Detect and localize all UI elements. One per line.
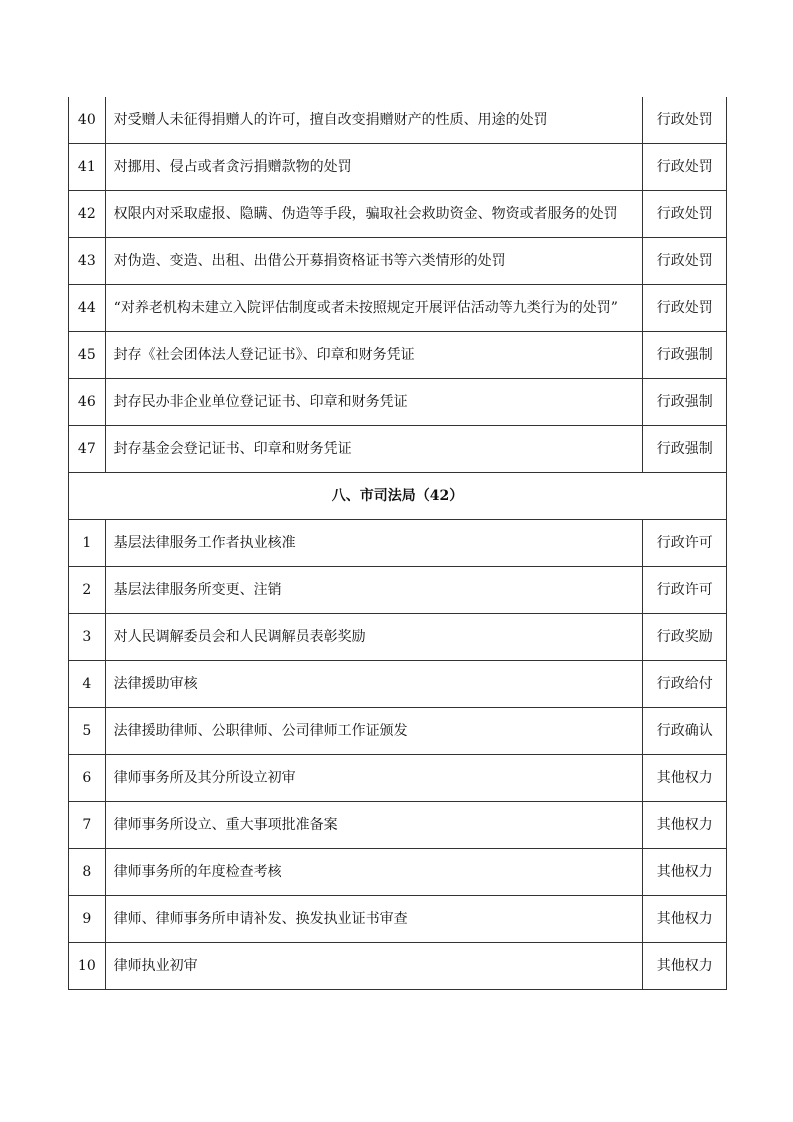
table-row	[69, 614, 727, 661]
row-item: 律师事务所设立、重大事项批准备案	[105, 802, 643, 849]
row-item: 对挪用、侵占或者贪污捐赠款物的处罚	[105, 144, 643, 191]
table-row	[69, 708, 727, 755]
row-number: 10	[69, 943, 106, 990]
row-type: 行政处罚	[643, 191, 727, 238]
table-row	[69, 191, 727, 238]
table-row	[69, 849, 727, 896]
row-number: 6	[69, 755, 106, 802]
row-type: 行政奖励	[643, 614, 727, 661]
row-item: 基层法律服务工作者执业核准	[105, 520, 643, 567]
row-number: 45	[69, 332, 106, 379]
table-row	[69, 238, 727, 285]
table-row	[69, 802, 727, 849]
row-type: 其他权力	[643, 943, 727, 990]
row-number: 4	[69, 661, 106, 708]
row-number: 43	[69, 238, 106, 285]
row-type: 行政强制	[643, 379, 727, 426]
row-item: 律师事务所及其分所设立初审	[105, 755, 643, 802]
row-number: 7	[69, 802, 106, 849]
row-number: 9	[69, 896, 106, 943]
row-number: 1	[69, 520, 106, 567]
row-type: 行政处罚	[643, 238, 727, 285]
row-type: 行政许可	[643, 520, 727, 567]
row-type: 行政处罚	[643, 285, 727, 332]
table-row	[69, 97, 727, 144]
row-item: 法律援助律师、公职律师、公司律师工作证颁发	[105, 708, 643, 755]
row-type: 行政给付	[643, 661, 727, 708]
row-number: 41	[69, 144, 106, 191]
row-type: 其他权力	[643, 755, 727, 802]
row-number: 40	[69, 97, 106, 144]
table-row	[69, 379, 727, 426]
table-row	[69, 661, 727, 708]
row-type: 其他权力	[643, 896, 727, 943]
row-item: 对人民调解委员会和人民调解员表彰奖励	[105, 614, 643, 661]
section-heading-row	[69, 473, 727, 520]
table-row	[69, 426, 727, 473]
table-row	[69, 285, 727, 332]
row-type: 其他权力	[643, 802, 727, 849]
row-type: 行政确认	[643, 708, 727, 755]
row-number: 44	[69, 285, 106, 332]
row-type: 其他权力	[643, 849, 727, 896]
row-number: 3	[69, 614, 106, 661]
row-type: 行政许可	[643, 567, 727, 614]
power-list-table	[68, 97, 727, 990]
row-type: 行政强制	[643, 332, 727, 379]
table-row	[69, 896, 727, 943]
row-item: 法律援助审核	[105, 661, 643, 708]
row-number: 42	[69, 191, 106, 238]
row-number: 2	[69, 567, 106, 614]
row-type: 行政处罚	[643, 144, 727, 191]
row-item: 封存民办非企业单位登记证书、印章和财务凭证	[105, 379, 643, 426]
row-number: 5	[69, 708, 106, 755]
row-item: “对养老机构未建立入院评估制度或者未按照规定开展评估活动等九类行为的处罚”	[105, 285, 643, 332]
row-item: 律师、律师事务所申请补发、换发执业证书审查	[105, 896, 643, 943]
section-heading: 八、市司法局（42）	[69, 473, 727, 520]
row-item: 对受赠人未征得捐赠人的许可，擅自改变捐赠财产的性质、用途的处罚	[105, 97, 643, 144]
row-item: 基层法律服务所变更、注销	[105, 567, 643, 614]
table-row	[69, 755, 727, 802]
row-number: 47	[69, 426, 106, 473]
row-item: 对伪造、变造、出租、出借公开募捐资格证书等六类情形的处罚	[105, 238, 643, 285]
row-item: 律师事务所的年度检查考核	[105, 849, 643, 896]
row-item: 封存《社会团体法人登记证书》、印章和财务凭证	[105, 332, 643, 379]
table-row	[69, 943, 727, 990]
table-row	[69, 144, 727, 191]
row-number: 46	[69, 379, 106, 426]
row-item: 封存基金会登记证书、印章和财务凭证	[105, 426, 643, 473]
row-item: 律师执业初审	[105, 943, 643, 990]
row-number: 8	[69, 849, 106, 896]
table-row	[69, 332, 727, 379]
row-type: 行政处罚	[643, 97, 727, 144]
row-item: 权限内对采取虚报、隐瞒、伪造等手段，骗取社会救助资金、物资或者服务的处罚	[105, 191, 643, 238]
row-type: 行政强制	[643, 426, 727, 473]
table-row	[69, 567, 727, 614]
table-row	[69, 520, 727, 567]
